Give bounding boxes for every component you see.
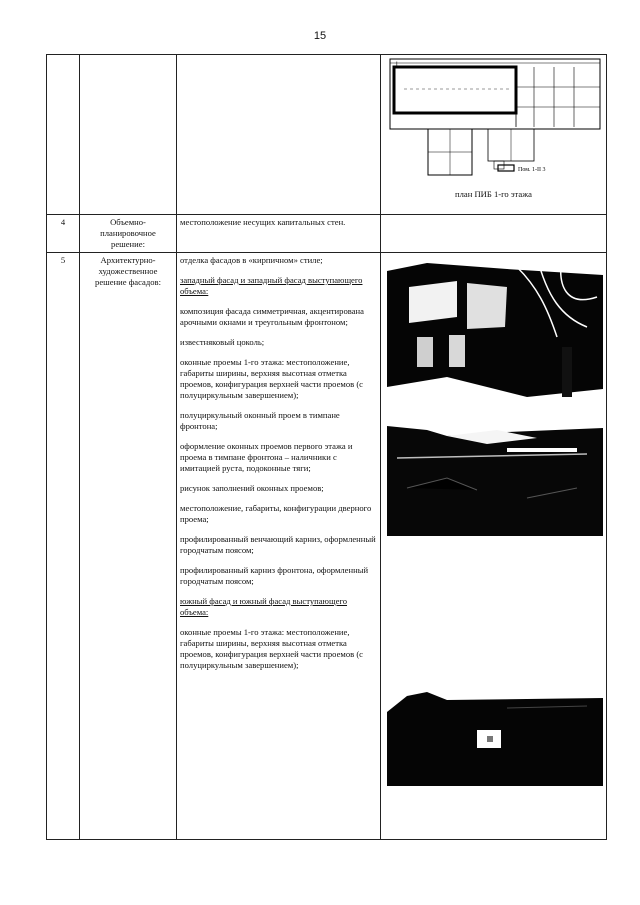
south-facade-photo bbox=[387, 688, 603, 786]
heritage-features-table bbox=[46, 54, 607, 840]
row-desc-cell: местоположение несущих капитальных стен. bbox=[177, 215, 381, 253]
table-row-5 bbox=[47, 253, 607, 840]
svg-text:I: I bbox=[396, 62, 398, 68]
feature-paragraph: отделка фасадов в «кирпичном» стиле; bbox=[180, 255, 323, 265]
row-desc-cell bbox=[177, 253, 381, 840]
row-number-cell bbox=[47, 55, 80, 215]
feature-paragraph: местоположение, габариты, конфигурации дверного проема; bbox=[180, 503, 372, 524]
floor-plan bbox=[384, 57, 603, 183]
floor-plan-drawing bbox=[384, 57, 604, 183]
row-name-cell: Архитектурно-художественное решение фасадов: bbox=[80, 253, 177, 840]
row-image-cell bbox=[381, 253, 607, 840]
feature-paragraph: профилированный венчающий карниз, оформленный городчатым поясом; bbox=[180, 534, 376, 555]
feature-paragraph: рисунок заполнений оконных проемов; bbox=[180, 483, 324, 493]
row-image-cell bbox=[381, 55, 607, 215]
row-number-cell: 5 bbox=[47, 253, 80, 840]
row-image-cell bbox=[381, 215, 607, 253]
west-facade-photo bbox=[387, 257, 603, 412]
row-name-cell: Объемно-планировочное решение: bbox=[80, 215, 177, 253]
row-desc-cell bbox=[177, 55, 381, 215]
row-name-cell bbox=[80, 55, 177, 215]
west-facade-detail-photo bbox=[387, 418, 603, 536]
plan-legend-label: Пом. 1-II 3 bbox=[518, 167, 546, 173]
feature-paragraph: оформление оконных проемов первого этажа и проема в тимпане фронтона – наличники с имитацией руста, подоконные тяги; bbox=[180, 441, 353, 473]
row-number-cell: 4 bbox=[47, 215, 80, 253]
feature-paragraph: полуциркульный оконный проем в тимпане фронтона; bbox=[180, 410, 340, 431]
feature-paragraph: южный фасад и южный фасад выступающего объема: bbox=[180, 596, 348, 617]
feature-paragraph: композиция фасада симметричная, акцентирована арочными окнами и треугольным фронтоном; bbox=[180, 306, 364, 327]
table-row-continuation bbox=[47, 55, 607, 215]
page-number: 15 bbox=[313, 30, 327, 42]
feature-paragraph: западный фасад и западный фасад выступающего объема: bbox=[180, 275, 363, 296]
plan-caption: план ПИБ 1-го этажа bbox=[455, 189, 532, 199]
feature-paragraph: оконные проемы 1-го этажа: местоположение, габариты ширины, верхняя высотная отметка проемов, конфигурация верхней части проемов (с полуциркульным завершением); bbox=[180, 357, 363, 400]
feature-paragraph: известняковый цоколь; bbox=[180, 337, 265, 347]
table-row-4 bbox=[47, 215, 607, 253]
feature-paragraph: профилированный карниз фронтона, оформленный городчатым поясом; bbox=[180, 565, 369, 586]
feature-paragraph: оконные проемы 1-го этажа: местоположение, габариты ширины, верхняя высотная отметка проемов, конфигурация верхней части проемов (с полуциркульным завершением); bbox=[180, 627, 363, 670]
